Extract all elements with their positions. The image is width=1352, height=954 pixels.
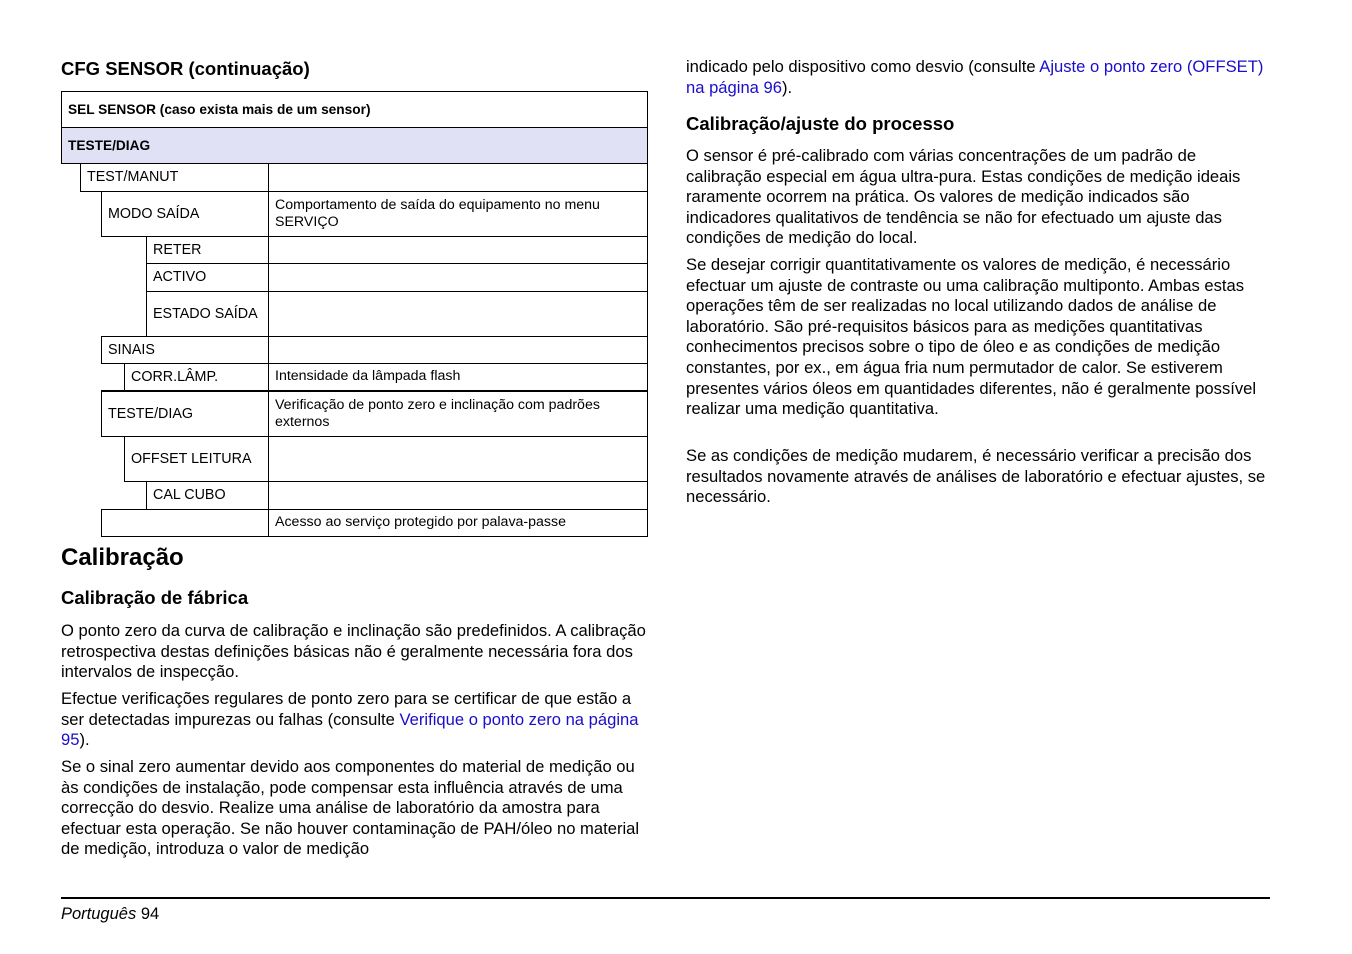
table-row-label: CAL CUBO — [146, 481, 269, 510]
section-heading: CFG SENSOR (continuação) — [61, 58, 310, 79]
table-row-label: TEST/MANUT — [80, 163, 269, 192]
table-row-label: SINAIS — [101, 336, 269, 364]
paragraph-text: Efectue verificações regulares de ponto zero para se certificar de que estão a ser detectadas impurezas ou falhas (consulte — [61, 689, 632, 729]
table-row-label: MODO SAÍDA — [101, 191, 269, 237]
table-header-sensor: SEL SENSOR (caso exista mais de um sensor) — [61, 91, 648, 128]
table-row-label — [101, 509, 269, 537]
paragraph: O sensor é pré-calibrado com várias concentrações de um padrão de calibração especial em água ultra-pura. Estas condições de medição ideais raramente ocorrem na prática. Os valores de medição indicados são indicadores qualitativos de tendência se não for efectuado um ajuste das condições de medição do local. — [686, 146, 1241, 248]
table-row-desc — [268, 481, 648, 510]
table-row-desc: Acesso ao serviço protegido por palava-passe — [268, 509, 648, 537]
table-row-desc: Intensidade da lâmpada flash — [268, 363, 648, 391]
table-row-label: ESTADO SAÍDA — [146, 291, 269, 337]
processo-title: Calibração/ajuste do processo — [686, 113, 955, 134]
paragraph-text: indicado pelo dispositivo como desvio (consulte — [686, 57, 1040, 76]
table-row-label: CORR.LÂMP. — [124, 363, 269, 391]
table-row-desc — [268, 163, 648, 192]
table-row-desc — [268, 236, 648, 264]
table-row-label: TESTE/DIAG — [101, 390, 269, 437]
cross-reference-link[interactable]: Verifique o ponto zero na página 95 — [61, 709, 639, 750]
cross-reference-link[interactable]: Ajuste o ponto zero (OFFSET) na página 96 — [686, 57, 1264, 97]
table-row-desc — [268, 336, 648, 364]
paragraph: Se as condições de medição mudarem, é necessário verificar a precisão dos resultados novamente através de análises de laboratório e efectuar ajustes, se necessário. — [686, 446, 1266, 507]
paragraph — [61, 689, 646, 751]
table-row-label: OFFSET LEITURA — [124, 436, 269, 482]
table-row-label: RETER — [146, 236, 269, 264]
table-row-desc: Verificação de ponto zero e inclinação com padrões externos — [268, 390, 648, 437]
paragraph: Se o sinal zero aumentar devido aos componentes do material de medição ou às condições de instalação, pode compensar esta influência através de uma correcção do desvio. Realize uma análise de laboratório da amostra para efectuar esta operação. Se não houver contaminação de PAH/óleo no material de medição, introduza o valor de medição — [61, 757, 640, 859]
table-row-desc — [268, 291, 648, 337]
footer-page-number: 94 — [140, 905, 160, 923]
footer-language: Português — [61, 905, 137, 923]
table-header-teste-diag: TESTE/DIAG — [61, 127, 648, 164]
footer-divider — [61, 897, 1270, 899]
paragraph: O ponto zero da curva de calibração e inclinação são predefinidos. A calibração retrospectiva destas definições básicas não é geralmente necessária fora dos intervalos de inspecção. — [61, 621, 646, 682]
fabrica-title: Calibração de fábrica — [61, 587, 249, 608]
table-row-label: ACTIVO — [146, 263, 269, 292]
table-row-desc — [268, 263, 648, 292]
paragraph-text: ). — [781, 77, 793, 97]
paragraph: Se desejar corrigir quantitativamente os valores de medição, é necessário efectuar um ajuste de contraste ou uma calibração multiponto. Ambas estas operações têm de ser realizadas no local utilizando dados de análise de laboratório. São pré-requisitos básicos para as medições quantitativas conhecimentos precisos sobre o tipo de óleo e as condições de medição constantes, por ex., em água fria num permutador de calor. Se estiverem presentes vários óleos em quantidades diferentes, não é geralmente possível realizar uma medição quantitativa. — [686, 255, 1257, 419]
paragraph — [686, 57, 1271, 98]
table-row-desc — [268, 436, 648, 482]
paragraph-text: ). — [79, 730, 90, 750]
page-footer — [61, 905, 159, 924]
table-row-desc: Comportamento de saída do equipamento no menu SERVIÇO — [268, 191, 648, 237]
calibracao-title: Calibração — [61, 544, 184, 571]
